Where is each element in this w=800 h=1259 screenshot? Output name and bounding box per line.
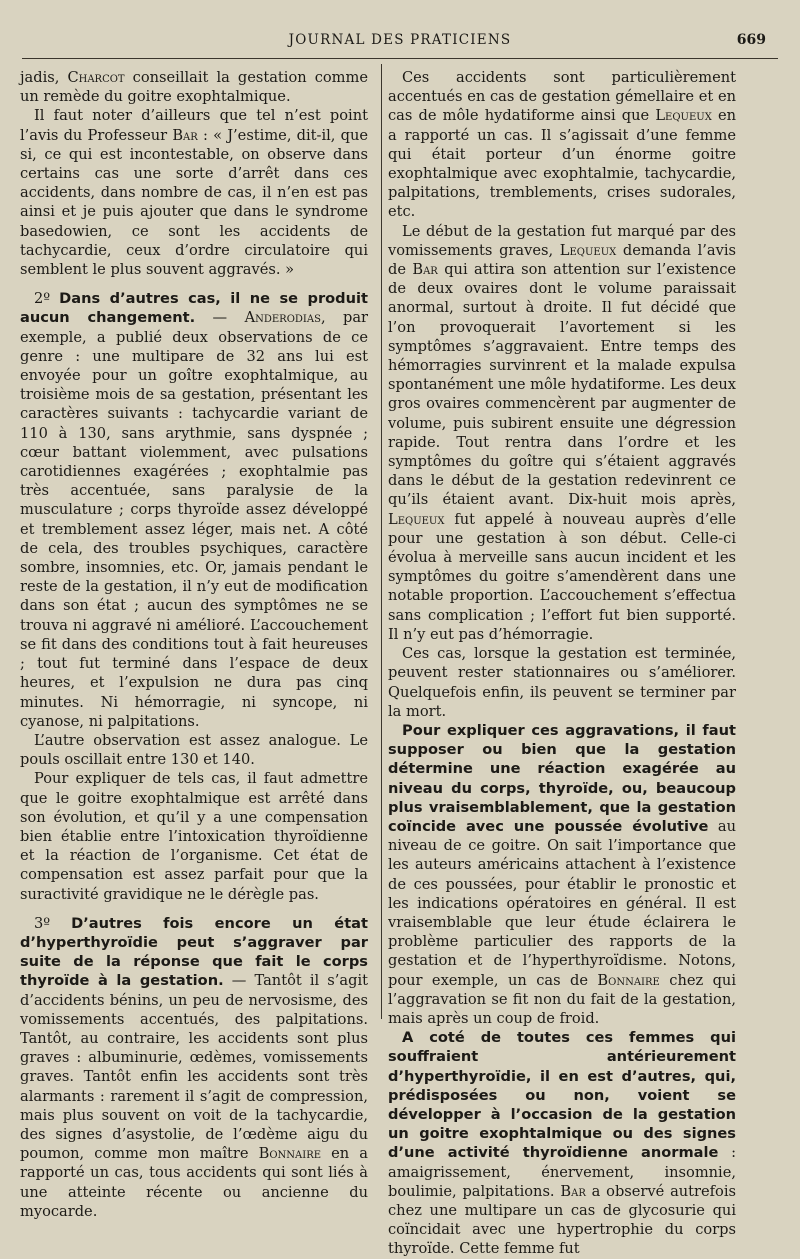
author-name: Bonnaire bbox=[258, 1145, 322, 1163]
paragraph: Pour expliquer de tels cas, il faut admettre que le goitre exophtalmique est arrêté dans son évolution, et qu’il y a une compensation bien établie entre l’intoxication thyroïdienne et la réaction de l’organisme. Cet état de compensation est assez parfait pour que la suractivité gravidique ne le dérègle pas. bbox=[20, 770, 368, 903]
column-divider bbox=[381, 64, 382, 1019]
author-name: Lequeux bbox=[559, 241, 617, 259]
author-name: Anderodias bbox=[244, 309, 321, 327]
author-name: Bar bbox=[560, 1182, 586, 1200]
paragraph: jadis, Charcot conseillait la gestation comme un remède du goitre exophtalmique. bbox=[20, 69, 368, 106]
author-name: Bar bbox=[172, 126, 198, 144]
running-title: JOURNAL DES PRATICIENS bbox=[288, 32, 512, 48]
author-name: Lequeux bbox=[655, 107, 712, 125]
author-name: Lequeux bbox=[388, 510, 445, 528]
emphasis-text: Pour expliquer ces aggravations, il faut supposer ou bien que la gestation détermine une réaction exagérée au niveau du corps, thyroïde, ou, beaucoup plus vraisemblablement, que la gestation coïncide avec une poussée évolutive bbox=[388, 721, 736, 835]
section-heading: Dans d’autres cas, il ne se produit aucun changement. bbox=[20, 290, 368, 327]
paragraph: Pour expliquer ces aggravations, il faut supposer ou bien que la gestation détermine une réaction exagérée au niveau du corps, thyroïde, ou, beaucoup plus vraisemblablement, que la gestation coïncide avec une poussée évolutive au niveau de ce goitre. On sait l’importance que les auteurs américains attachent à l’existence de ces poussées, pour établir le pronostic et les indications opératoires en général. Il est vraisemblable que leur étude éclairera le problème particulier des rapports de la gestation et de l’hyperthyroïdisme. Notons, pour exemple, un cas de Bonnaire chez qui l’aggravation se fit non du fait de la gestation, mais après un coup de froid. bbox=[388, 721, 736, 1027]
paragraph: L’autre observation est assez analogue. Le pouls oscillait entre 130 et 140. bbox=[20, 731, 368, 769]
right-column bbox=[388, 68, 736, 1259]
left-column bbox=[20, 68, 368, 1221]
author-name: Charcot bbox=[67, 69, 125, 86]
author-name: Bar bbox=[412, 261, 438, 279]
section-heading: D’autres fois encore un état d’hyperthyroïdie peut s’aggraver par suite de la réponse que fait le corps thyroïde à la gestation. bbox=[20, 914, 369, 990]
paragraph: Ces accidents sont particulièrement accentués en cas de gestation gémellaire et en cas de môle hydatiforme ainsi que Lequeux en a rapporté un cas. Il s’agissait d’une femme qui était porteur d’un énorme goitre exophtalmique avec exophtalmie, tachycardie, palpitations, tremblements, crises sudorales, etc. bbox=[388, 69, 736, 221]
section-paragraph: 3º D’autres fois encore un état d’hyperthyroïdie peut s’aggraver par suite de la réponse que fait le corps thyroïde à la gestation. — Tantôt il s’agit d’accidents bénins, un peu de nervosisme, des vomissements accentués, des palpitations. Tantôt, au contraire, les accidents sont plus graves : albuminurie, œdèmes, vomissements graves. Tantôt enfin les accidents sont très alarmants : rarement il s’agit de compression, mais plus souvent on voit de la tachycardie, des signes d’asystolie, de l’œdème aigu du poumon, comme mon maître Bonnaire en a rapporté un cas, tous accidents qui sont liés à une atteinte récente ou ancienne du myocarde. bbox=[20, 914, 369, 1220]
author-name: Bonnaire bbox=[597, 971, 660, 989]
paragraph: Il faut noter d’ailleurs que tel n’est point l’avis du Professeur Bar : « J’estime, dit-il, que si, ce qui est incontestable, on observe dans certains cas une sorte d’arrêt dans ces accidents, dans nombre de cas, il n’en est pas ainsi et je puis ajouter que dans le syndrome basedowien, ce sont les accidents de tachycardie, ceux d’ordre circulatoire qui semblent le plus souvent aggravés. » bbox=[20, 107, 368, 279]
page-header bbox=[20, 32, 780, 54]
page-number: 669 bbox=[736, 32, 766, 48]
paragraph: A coté de toutes ces femmes qui souffraient antérieurement d’hyperthyroïdie, il en est d’autres, qui, prédisposées ou non, voient se développer à l’occasion de la gestation un goitre exophtalmique ou des signes d’une activité thyroïdienne anormale : amaigrissement, énervement, insomnie, boulimie, palpitations. Bar a observé autrefois chez une multipare un cas de glycosurie qui coïncidait avec une hypertrophie du corps thyroïde. Cette femme fut bbox=[388, 1029, 736, 1258]
emphasis-text: A coté de toutes ces femmes qui souffraient antérieurement d’hyperthyroïdie, il en est d’autres, qui, prédisposées ou non, voient se développer à l’occasion de la gestation un goitre exophtalmique ou des signes d’une activité thyroïdienne anormale bbox=[388, 1029, 736, 1162]
paragraph: Le début de la gestation fut marqué par des vomissements graves, Lequeux demanda l’avis de Bar qui attira son attention sur l’existence de deux ovaires dont le volume paraissait anormal, surtout à droite. Il fut décidé que l’on provoquerait l’avortement si les symptômes s’aggravaient. Entre temps des hémorragies survinrent et la malade expulsa spontanément une môle hydatiforme. Les deux gros ovaires commencèrent par augmenter de volume, puis subirent ensuite une dégression rapide. Tout rentra dans l’ordre et les symptômes du goître qui s’étaient aggravés dans le début de la gestation redevinrent ce qu’ils étaient avant. Dix-huit mois après, Lequeux fut appelé à nouveau auprès d’elle pour une gestation à son début. Celle-ci évolua à merveille sans aucun incident et les symptômes du goitre s’amendèrent dans une notable proportion. L’accouchement s’effectua sans complication ; l’effort fut bien supporté. Il n’y eut pas d’hémorragie. bbox=[388, 222, 737, 643]
paragraph: Ces cas, lorsque la gestation est terminée, peuvent rester stationnaires ou s’améliorer. Quelquefois enfin, ils peuvent se terminer par la mort. bbox=[388, 645, 736, 720]
section-paragraph: 2º Dans d’autres cas, il ne se produit aucun changement. — Anderodias, par exemple, a publié deux observations de ce genre : une multipare de 32 ans lui est envoyée pour un goître exophtalmique, au troisième mois de sa gestation, présentant les caractères suivants : tachycardie variant de 110 à 130, sans arythmie, sans dyspnée ; cœur battant violemment, avec pulsations carotidiennes exagérées ; exophtalmie pas très accentuée, sans paralysie de la musculature ; corps thyroïde assez développé et tremblement assez léger, mais net. A côté de cela, des troubles psychiques, caractère sombre, insomnies, etc. Or, jamais pendant le reste de la gestation, il n’y eut de modification dans son état ; aucun des symptômes ne se trouva ni aggravé ni amélioré. L’accouchement se fit dans des conditions tout à fait heureuses ; tout fut terminé dans l’espace de deux heures, et l’expulsion ne dura pas cinq minutes. Ni hémorragie, ni syncope, ni cyanose, ni palpitations. bbox=[20, 290, 368, 730]
header-rule bbox=[22, 58, 778, 59]
